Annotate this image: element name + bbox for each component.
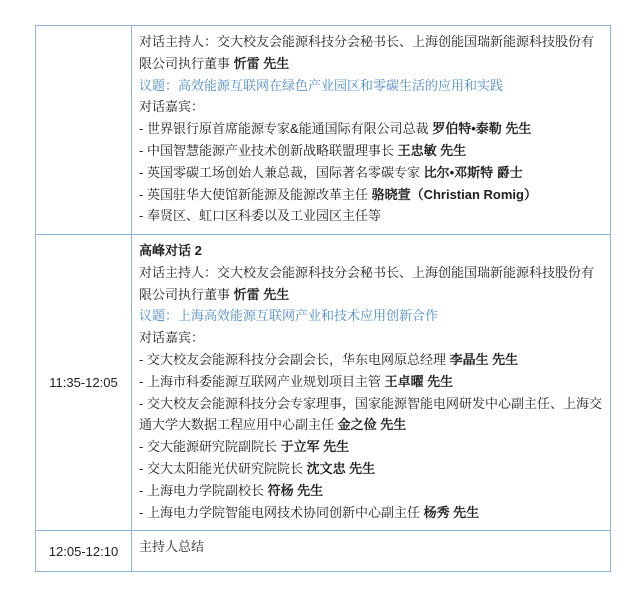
- content-cell: [132, 235, 611, 531]
- agenda-line: [139, 536, 602, 558]
- agenda-line: [139, 262, 602, 306]
- agenda-line: [139, 184, 602, 206]
- speaker-name: 杨秀 先生: [423, 504, 480, 520]
- topic-text: 议题：上海高效能源互联网产业和技术应用创新合作: [139, 308, 439, 324]
- agenda-line: [139, 327, 602, 349]
- agenda-text: - 英国驻华大使馆新能源及能源改革主任: [139, 186, 372, 202]
- speaker-name: 忻雷 先生: [233, 55, 290, 71]
- agenda-text: - 英国零碳工场创始人兼总裁，国际著名零碳专家: [139, 164, 424, 180]
- agenda-line: [139, 31, 602, 75]
- agenda-table: [35, 25, 611, 572]
- agenda-line: [139, 371, 602, 393]
- agenda-text: - 奉贤区、虹口区科委以及工业园区主任等: [139, 208, 381, 224]
- agenda-text: 对话嘉宾：: [139, 99, 205, 115]
- content-cell: [132, 531, 611, 572]
- speaker-name: 金之俭 先生: [337, 417, 407, 433]
- agenda-line: [139, 436, 602, 458]
- agenda-line: [139, 393, 602, 437]
- topic-text: 议题：高效能源互联网在绿色产业园区和零碳生活的应用和实践: [139, 77, 504, 93]
- speaker-name: 王卓曜 先生: [384, 373, 454, 389]
- speaker-name: 于立军 先生: [280, 439, 350, 455]
- content-cell: [132, 26, 611, 235]
- agenda-line: [139, 305, 602, 327]
- time-cell: [36, 26, 132, 235]
- agenda-line: [139, 502, 602, 524]
- speaker-name: 比尔•邓斯特 爵士: [423, 164, 523, 180]
- agenda-line: [139, 75, 602, 97]
- table-row: [36, 235, 611, 531]
- speaker-name: 忻雷 先生: [233, 286, 290, 302]
- table-row: [36, 531, 611, 572]
- agenda-line: [139, 205, 602, 227]
- agenda-line: [139, 240, 602, 262]
- agenda-text: - 上海电力学院智能电网技术协同创新中心副主任: [139, 504, 424, 520]
- agenda-text: - 上海电力学院副校长: [139, 482, 268, 498]
- speaker-name: 王忠敏 先生: [397, 142, 467, 158]
- speaker-name: 骆晓萱（Christian Romig）: [371, 186, 537, 202]
- agenda-line: [139, 480, 602, 502]
- agenda-text: 对话主持人：交大校友会能源科技分会秘书长、上海创能国瑞新能源科技股份有限公司执行董事: [139, 34, 595, 71]
- speaker-name: 高峰对话 2: [139, 243, 202, 258]
- agenda-line: [139, 118, 602, 140]
- speaker-name: 符杨 先生: [267, 482, 324, 498]
- time-cell: 11:35-12:05: [36, 235, 132, 531]
- speaker-name: 李晶生 先生: [449, 351, 519, 367]
- speaker-name: 沈文忠 先生: [306, 460, 376, 476]
- agenda-text: - 世界银行原首席能源专家&能通国际有限公司总裁: [139, 121, 433, 137]
- agenda-line: [139, 349, 602, 371]
- agenda-text: 对话嘉宾：: [139, 330, 205, 346]
- agenda-text: 主持人总结: [139, 539, 205, 554]
- agenda-line: [139, 458, 602, 480]
- agenda-line: [139, 96, 602, 118]
- agenda-line: [139, 140, 602, 162]
- agenda-line: [139, 162, 602, 184]
- agenda-text: - 交大能源研究院副院长: [139, 439, 281, 455]
- agenda-text: - 交大太阳能光伏研究院院长: [139, 460, 307, 476]
- speaker-name: 罗伯特•泰勒 先生: [432, 121, 532, 137]
- agenda-text: 对话主持人：交大校友会能源科技分会秘书长、上海创能国瑞新能源科技股份有限公司执行董事: [139, 264, 595, 302]
- agenda-text: - 交大校友会能源科技分会副会长，华东电网原总经理: [139, 351, 450, 367]
- table-row: [36, 26, 611, 235]
- agenda-text: - 交大校友会能源科技分会专家理事，国家能源智能电网研发中心副主任、上海交通大学大数据工程应用中心副主任: [139, 395, 602, 433]
- time-cell: 12:05-12:10: [36, 531, 132, 572]
- agenda-table-body: [36, 26, 611, 572]
- agenda-text: - 中国智慧能源产业技术创新战略联盟理事长: [139, 142, 398, 158]
- agenda-text: - 上海市科委能源互联网产业规划项目主管: [139, 373, 385, 389]
